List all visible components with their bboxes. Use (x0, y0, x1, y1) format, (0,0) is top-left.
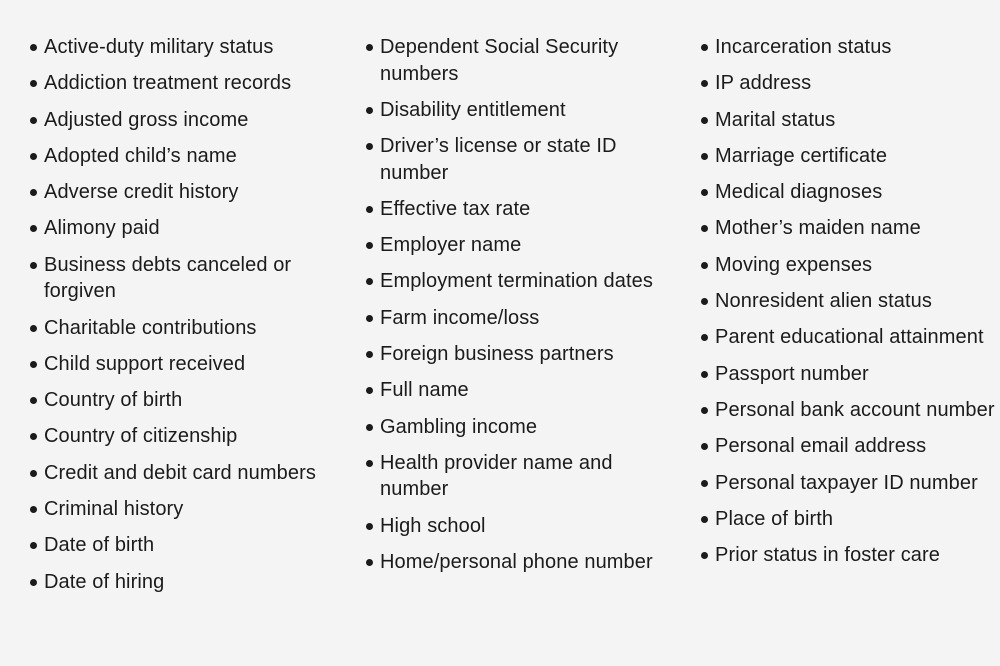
list-item-label: Country of birth (44, 389, 183, 412)
list-item-label: Moving expenses (715, 253, 873, 276)
list-item-label: Active-duty military status (44, 36, 274, 58)
bullet-icon (366, 523, 373, 530)
list-item (699, 179, 999, 206)
list-item-label: Place of birth (715, 507, 834, 530)
list-item-label: Personal email address (715, 435, 927, 458)
list-item-label: Employment termination dates (380, 270, 653, 293)
list-item-label: Personal taxpayer ID number (715, 471, 978, 494)
bullet-icon (366, 206, 373, 213)
list-item (364, 133, 684, 186)
bullet-icon (30, 542, 37, 549)
list-item-label: Passport number (715, 362, 869, 385)
list-item (699, 288, 999, 315)
list-item (699, 252, 999, 279)
list-item (699, 361, 999, 388)
list-item (699, 34, 999, 61)
list-item-label: Charitable contributions (44, 316, 257, 339)
list-item-label: Marriage certificate (715, 144, 888, 167)
bullet-icon (366, 424, 373, 431)
list-item (28, 107, 348, 134)
bullet-icon (701, 552, 708, 559)
list-item (28, 460, 348, 487)
list-item (28, 496, 348, 523)
list-item (364, 34, 684, 87)
list-item-label: Alimony paid (44, 217, 160, 240)
list-item-label: Personal bank account number (715, 398, 995, 421)
bullet-icon (701, 371, 708, 378)
list-item-label: Addiction treatment records (44, 72, 292, 95)
list-item-label: Business debts canceled or forgiven (44, 253, 292, 303)
bullet-icon (366, 460, 373, 467)
list-item-label: Child support received (44, 352, 246, 375)
list-item-label: Farm income/loss (380, 306, 540, 329)
list-item (699, 542, 999, 569)
bullet-icon (701, 443, 708, 450)
list-item (28, 532, 348, 559)
bullet-icon (30, 325, 37, 332)
list-item (699, 506, 999, 533)
list-item (364, 305, 684, 332)
list-item-label: Date of birth (44, 534, 155, 557)
bullet-icon (366, 278, 373, 285)
list-item (28, 70, 348, 97)
bullet-icon (366, 44, 373, 51)
bullet-icon (30, 361, 37, 368)
list-item-label: Adverse credit history (44, 181, 239, 204)
list-item-label: Health provider name and number (380, 451, 613, 501)
list-item-label: Marital status (715, 108, 836, 131)
bullet-icon (366, 559, 373, 566)
column-3 (699, 34, 999, 578)
bullet-icon (30, 433, 37, 440)
list-item-label: IP address (715, 72, 812, 95)
list-item-label: Credit and debit card numbers (44, 461, 316, 484)
bullet-icon (366, 242, 373, 249)
list-item-label: Date of hiring (44, 570, 165, 593)
list-item (364, 450, 684, 503)
list-item (28, 215, 348, 242)
list-item-label: Incarceration status (715, 36, 892, 58)
bullet-icon (30, 117, 37, 124)
bullet-icon (701, 407, 708, 414)
bullet-icon (30, 506, 37, 513)
list-item-label: Adopted child’s name (44, 144, 237, 167)
bullet-icon (30, 397, 37, 404)
list-item-label: Employer name (380, 234, 522, 257)
list-item-label: Effective tax rate (380, 197, 531, 220)
bullet-icon (701, 334, 708, 341)
bullet-icon (366, 107, 373, 114)
list-item (364, 232, 684, 259)
list-item (699, 433, 999, 460)
list-item-label: Driver’s license or state ID number (380, 135, 617, 184)
bullet-icon (701, 189, 708, 196)
bullet-icon (701, 480, 708, 487)
bullet-icon (366, 351, 373, 358)
list-item-label: Full name (380, 379, 469, 402)
bullet-icon (701, 516, 708, 523)
bullet-icon (30, 225, 37, 232)
list-item-label: Foreign business partners (380, 343, 614, 366)
list-item (699, 397, 999, 424)
bullet-icon (701, 44, 708, 51)
list-item-label: Adjusted gross income (44, 108, 249, 131)
list-item-label: Country of citizenship (44, 425, 238, 448)
list-item (364, 341, 684, 368)
bullet-icon (366, 387, 373, 394)
list-item-label: Criminal history (44, 498, 184, 521)
list-item (364, 97, 684, 124)
list-item (28, 423, 348, 450)
list-item-label: Dependent Social Security numbers (380, 36, 619, 85)
list-item (364, 414, 684, 441)
list-item (699, 107, 999, 134)
list-item-label: Gambling income (380, 415, 538, 438)
bullet-icon (366, 143, 373, 150)
bullet-icon (701, 153, 708, 160)
bullet-icon (30, 189, 37, 196)
bullet-icon (701, 298, 708, 305)
list-item (364, 549, 684, 576)
bullet-icon (30, 153, 37, 160)
bullet-icon (30, 44, 37, 51)
bullet-icon (701, 117, 708, 124)
list-item (364, 196, 684, 223)
list-item (28, 143, 348, 170)
list-item (28, 315, 348, 342)
bullet-icon (30, 579, 37, 586)
list-item (28, 34, 348, 61)
column-1 (28, 34, 348, 605)
bullet-icon (701, 80, 708, 87)
list-item (364, 513, 684, 540)
bullet-icon (30, 80, 37, 87)
bullet-icon (701, 225, 708, 232)
list-item-label: High school (380, 514, 486, 537)
list-item (28, 252, 348, 305)
list-item (28, 179, 348, 206)
bullet-icon (366, 315, 373, 322)
list-item (699, 143, 999, 170)
list-item-label: Home/personal phone number (380, 551, 653, 574)
list-item (28, 569, 348, 596)
list-item (699, 215, 999, 242)
bullet-icon (30, 262, 37, 269)
list-item-label: Medical diagnoses (715, 181, 883, 204)
list-item-label: Mother’s maiden name (715, 217, 921, 240)
list-item-label: Disability entitlement (380, 98, 566, 121)
list-item (699, 324, 999, 351)
list-item (699, 70, 999, 97)
list-item-label: Nonresident alien status (715, 290, 932, 313)
column-2 (364, 34, 684, 585)
bullet-icon (30, 470, 37, 477)
bullet-icon (701, 262, 708, 269)
list-item (364, 377, 684, 404)
list-item (699, 470, 999, 497)
list-item (28, 351, 348, 378)
list-item (28, 387, 348, 414)
list-item-label: Prior status in foster care (715, 544, 941, 567)
list-item-label: Parent educational attainment (715, 326, 984, 349)
list-item (364, 268, 684, 295)
